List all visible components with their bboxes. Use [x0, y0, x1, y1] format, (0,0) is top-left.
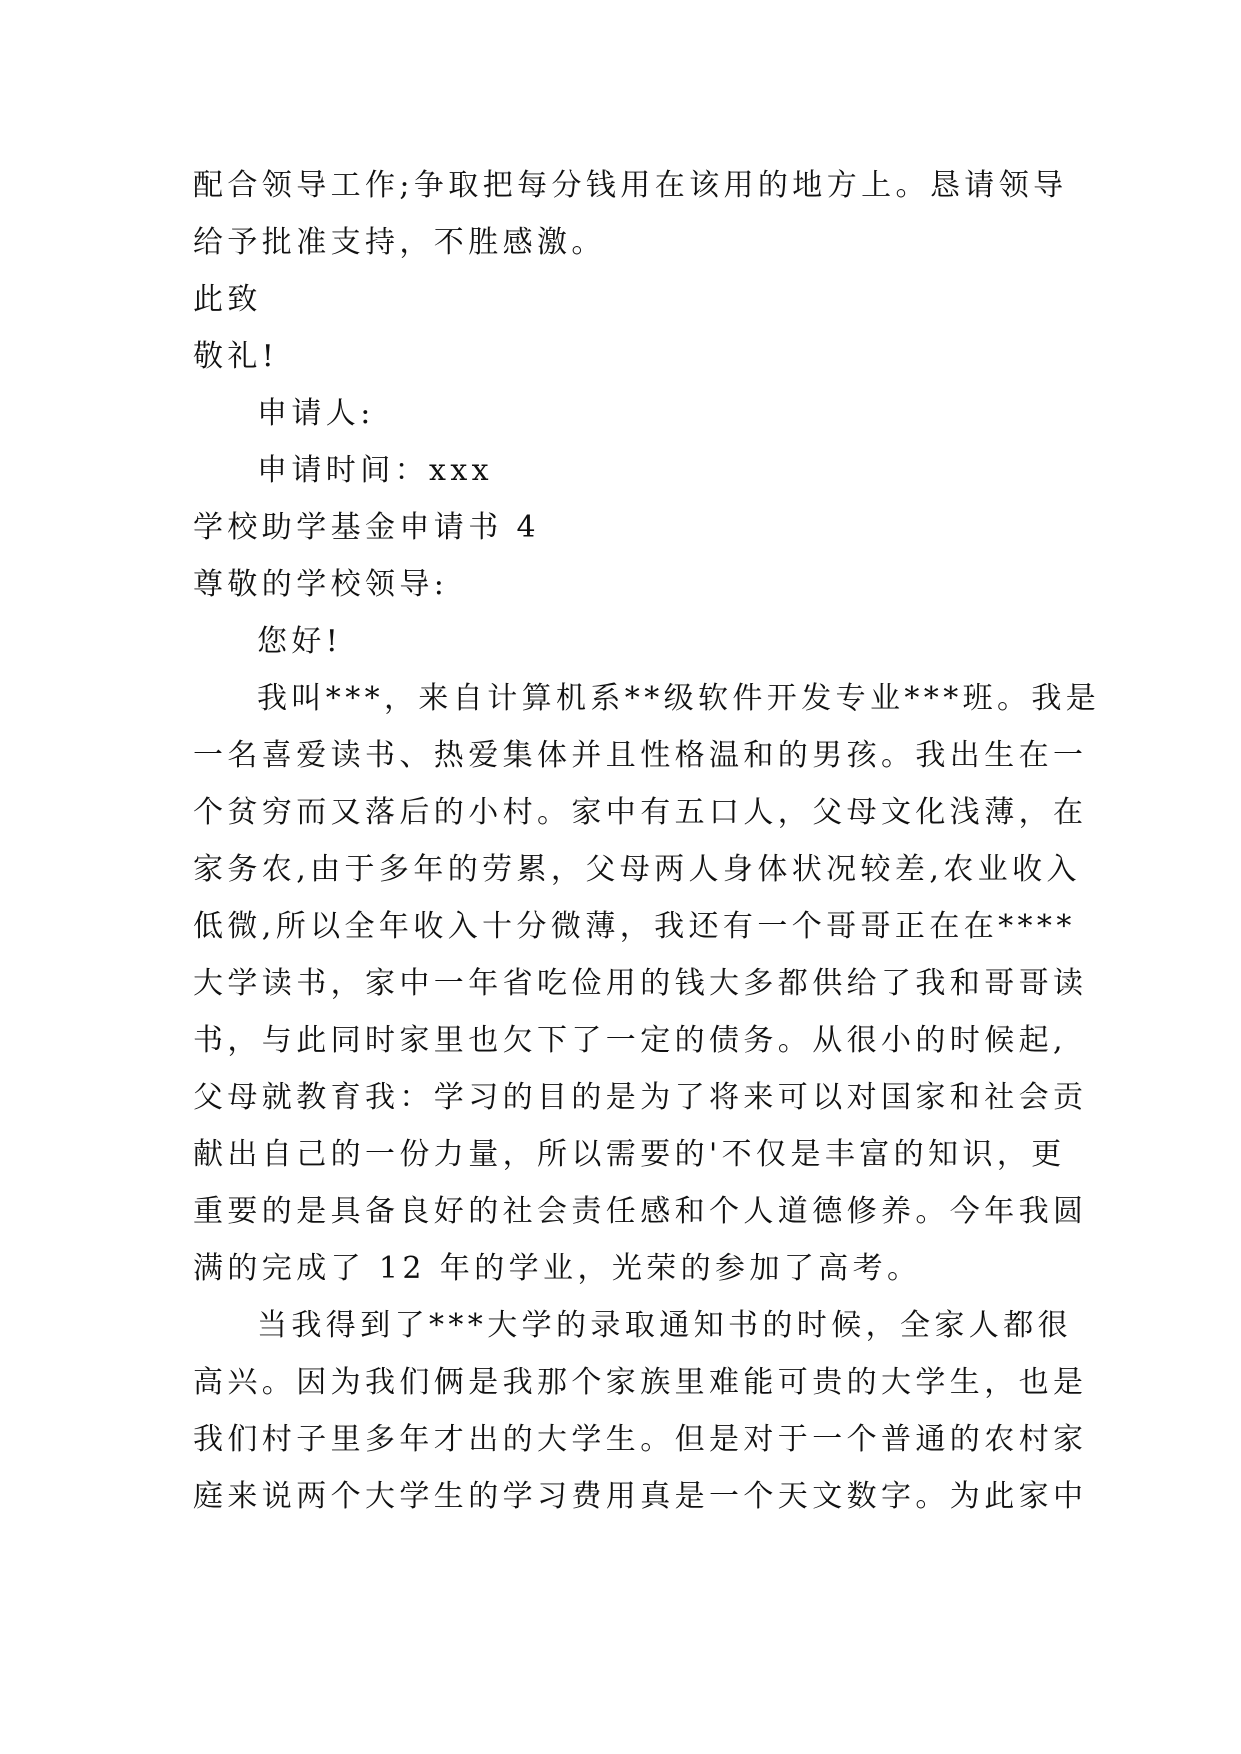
- paragraph-line: 我叫***，来自计算机系**级软件开发专业***班。我是: [257, 681, 1101, 716]
- section-title: 学校助学基金申请书 4: [193, 510, 541, 545]
- application-date: 申请时间：xxx: [257, 453, 493, 488]
- paragraph-line: 给予批准支持，不胜感激。: [193, 225, 606, 260]
- paragraph-line: 父母就教育我：学习的目的是为了将来可以对国家和社会贡: [193, 1080, 1088, 1115]
- paragraph-line: 满的完成了 12 年的学业，光荣的参加了高考。: [193, 1251, 922, 1286]
- paragraph-line: 我们村子里多年才出的大学生。但是对于一个普通的农村家: [193, 1422, 1088, 1457]
- paragraph-line: 重要的是具备良好的社会责任感和个人道德修养。今年我圆: [193, 1194, 1088, 1229]
- paragraph-line: 高兴。因为我们俩是我那个家族里难能可贵的大学生，也是: [193, 1365, 1088, 1400]
- paragraph-line: 配合领导工作;争取把每分钱用在该用的地方上。恳请领导: [193, 168, 1068, 203]
- paragraph-line: 庭来说两个大学生的学习费用真是一个天文数字。为此家中: [193, 1479, 1088, 1514]
- paragraph-line: 当我得到了***大学的录取通知书的时候，全家人都很: [257, 1308, 1072, 1343]
- applicant-label: 申请人:: [257, 396, 375, 431]
- paragraph-line: 家务农,由于多年的劳累，父母两人身体状况较差,农业收入: [193, 852, 1081, 887]
- greeting-hello: 您好!: [257, 624, 343, 659]
- paragraph-line: 书，与此同时家里也欠下了一定的债务。从很小的时候起,: [193, 1023, 1067, 1058]
- paragraph-line: 一名喜爱读书、热爱集体并且性格温和的男孩。我出生在一: [193, 738, 1088, 773]
- closing-salutation: 此致: [193, 282, 262, 317]
- paragraph-line: 个贫穷而又落后的小村。家中有五口人，父母文化浅薄，在: [193, 795, 1088, 830]
- paragraph-line: 献出自己的一份力量，所以需要的'不仅是丰富的知识，更: [193, 1137, 1066, 1172]
- paragraph-line: 大学读书，家中一年省吃俭用的钱大多都供给了我和哥哥读: [193, 966, 1088, 1001]
- closing-regards: 敬礼!: [193, 339, 279, 374]
- greeting-line: 尊敬的学校领导:: [193, 567, 449, 602]
- paragraph-line: 低微,所以全年收入十分微薄，我还有一个哥哥正在在****: [193, 909, 1076, 944]
